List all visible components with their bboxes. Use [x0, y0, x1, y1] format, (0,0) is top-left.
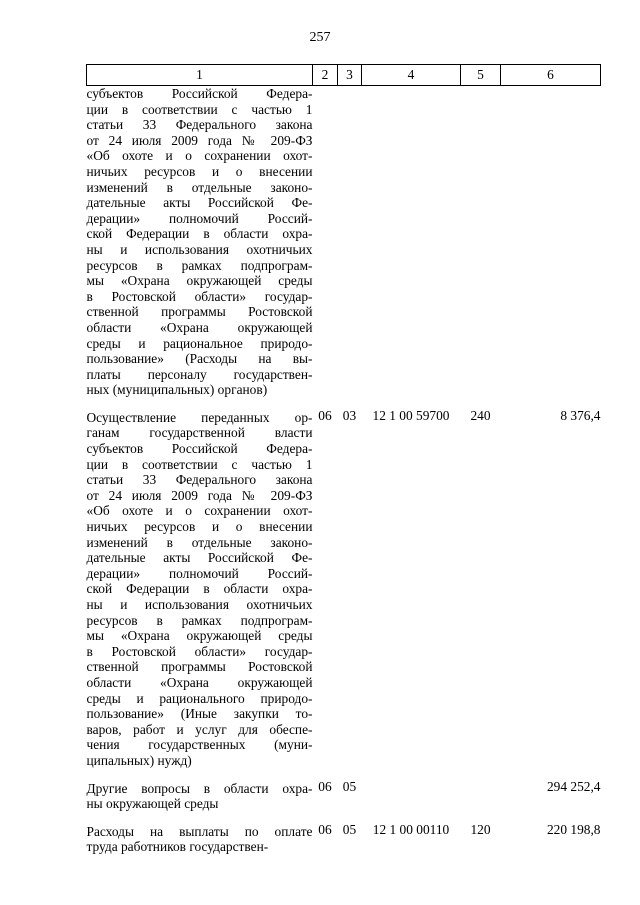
amount-value: 294 252,4	[546, 778, 601, 794]
description-line: от 24 июля 2009 года № 209-ФЗ	[86, 487, 313, 503]
description-line: ской Федерации в области охра-	[86, 226, 313, 242]
description-line: ны и использования охотничьих	[86, 597, 313, 612]
expense-type-code: 120	[470, 821, 491, 837]
description-line: статьи 33 Федерального закона	[86, 117, 313, 133]
row-description	[87, 822, 313, 865]
description-line: ции в соответствии с частью 1	[86, 456, 313, 472]
description-line: ничьих ресурсов и о внесении	[86, 163, 313, 179]
description-line: Осуществление переданных ор-	[86, 409, 313, 425]
table-header-row	[87, 65, 601, 86]
expense-type-code	[461, 779, 501, 822]
description-line: дерации» полномочий Россий-	[86, 210, 313, 226]
description-line: ственной программы Ростовской	[86, 659, 313, 675]
amount-value	[501, 86, 601, 408]
expense-type-code: 240	[470, 407, 491, 423]
description-line: ны и использования охотничьих	[86, 241, 313, 257]
budget-table	[86, 64, 601, 865]
description-line: Другие вопросы в области охра-	[86, 780, 313, 796]
description-line: пользование» (Расходы на вы-	[86, 351, 313, 367]
table-row	[87, 408, 601, 779]
description-line: ской Федерации в области охра-	[86, 581, 313, 597]
amount-value: 8 376,4	[560, 407, 601, 423]
amount-value: 220 198,8	[546, 821, 601, 837]
description-line: субъектов Российской Федера-	[86, 86, 313, 101]
table-row	[87, 86, 601, 408]
description-line: статьи 33 Федерального закона	[86, 472, 313, 488]
description-line: дерации» полномочий Россий-	[86, 565, 313, 581]
section-code: 06	[318, 778, 332, 794]
description-line: ны окружающей среды	[86, 796, 219, 812]
column-header: 4	[362, 65, 461, 86]
description-line: в Ростовской области» государ-	[86, 288, 313, 304]
description-line: ресурсов в рамках подпрограм-	[86, 257, 313, 273]
row-description	[87, 408, 313, 779]
column-header: 1	[87, 65, 313, 86]
target-article-code: 12 1 00 00110	[372, 821, 450, 837]
description-line: пользование» (Иные закупки то-	[86, 706, 313, 722]
description-line: мы «Охрана окружающей среды	[86, 628, 313, 644]
table-body	[87, 86, 601, 865]
description-line: ничьих ресурсов и о внесении	[86, 519, 313, 535]
description-line: области «Охрана окружающей	[86, 674, 313, 690]
column-header: 3	[338, 65, 362, 86]
description-line: ципальных) нужд)	[86, 752, 192, 768]
description-line: «Об охоте и о сохранении охот-	[86, 148, 313, 164]
description-line: дательные акты Российской Фе-	[86, 550, 313, 566]
subsection-code: 03	[342, 407, 357, 423]
description-line: в Ростовской области» государ-	[86, 643, 313, 659]
description-line: варов, работ и услуг для обеспе-	[86, 721, 313, 737]
table-row	[87, 822, 601, 865]
column-header: 2	[313, 65, 338, 86]
description-line: от 24 июля 2009 года № 209-ФЗ	[86, 132, 313, 148]
subsection-code: 05	[342, 778, 357, 794]
section-code	[313, 86, 338, 408]
row-description	[87, 779, 313, 822]
description-line: области «Охрана окружающей	[86, 319, 313, 335]
description-line: мы «Охрана окружающей среды	[86, 273, 313, 289]
description-line: платы персоналу государствен-	[86, 366, 313, 382]
expense-type-code	[461, 86, 501, 408]
subsection-code: 05	[342, 821, 357, 837]
description-line: изменений в отдельные законо-	[86, 179, 313, 195]
target-article-code	[362, 779, 461, 822]
description-line: субъектов Российской Федера-	[86, 441, 313, 457]
page-number: 257	[309, 30, 331, 45]
section-code: 06	[318, 407, 332, 423]
description-line: дательные акты Российской Фе-	[86, 195, 313, 211]
description-line: ганам государственной власти	[86, 425, 313, 441]
description-line: «Об охоте и о сохранении охот-	[86, 503, 313, 519]
column-header: 6	[501, 65, 601, 86]
description-line: ных (муниципальных) органов)	[86, 382, 268, 398]
description-line: труда работников государствен-	[86, 839, 269, 855]
description-line: ресурсов в рамках подпрограм-	[86, 612, 313, 628]
target-article-code: 12 1 00 59700	[372, 407, 450, 423]
target-article-code	[362, 86, 461, 408]
column-header: 5	[461, 65, 501, 86]
description-line: среды и рационального природо-	[86, 690, 313, 706]
row-description	[87, 86, 313, 408]
description-line: изменений в отдельные законо-	[86, 534, 313, 550]
description-line: чения государственных (муни-	[86, 737, 313, 753]
description-line: Расходы на выплаты по оплате	[86, 823, 313, 839]
description-line: ственной программы Ростовской	[86, 304, 313, 320]
description-line: ции в соответствии с частью 1	[86, 101, 313, 117]
subsection-code	[338, 86, 362, 408]
description-line: среды и рациональное природо-	[86, 335, 313, 351]
table-row	[87, 779, 601, 822]
section-code: 06	[318, 821, 332, 837]
